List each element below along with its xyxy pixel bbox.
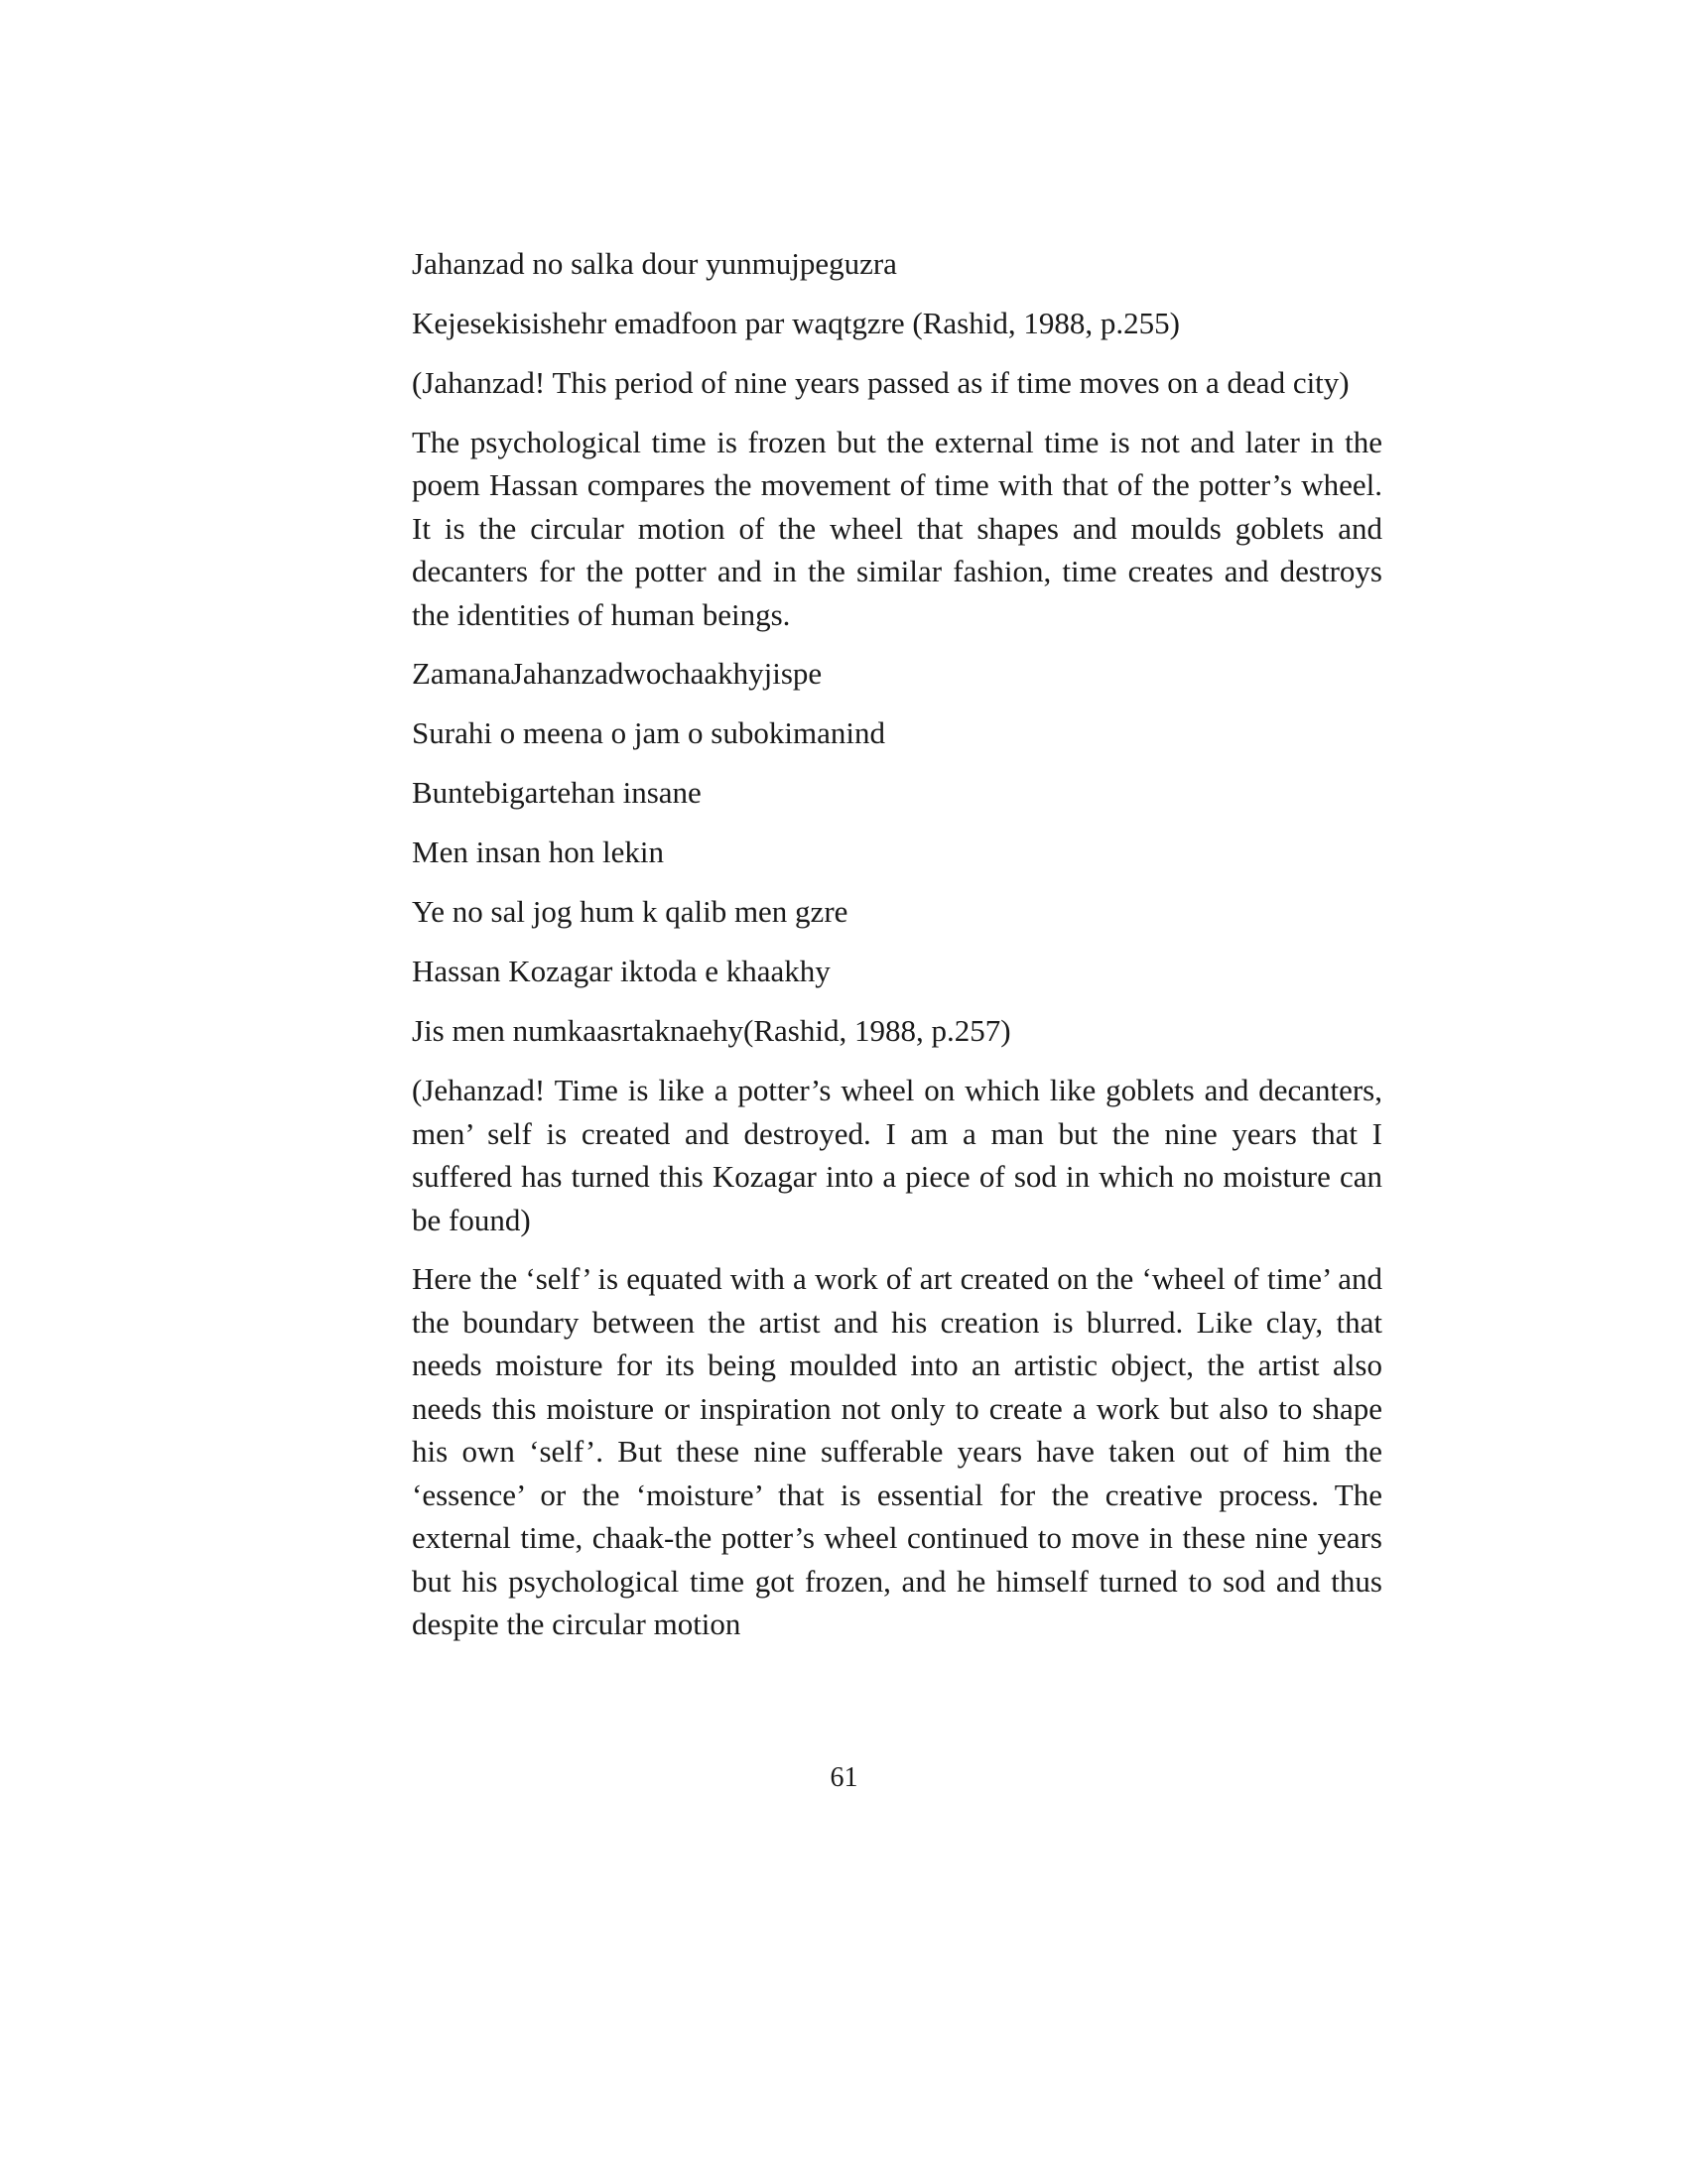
translation-paragraph: (Jahanzad! This period of nine years passed as if time moves on a dead city) <box>412 365 1350 400</box>
verse-line: Jahanzad no salka dour yunmujpeguzra <box>412 246 897 281</box>
verse-line: Men insan hon lekin <box>412 835 664 869</box>
page-body <box>412 242 1382 1662</box>
verse-line: Kejesekisishehr emadfoon par waqtgzre (Rashid, 1988, p.255) <box>412 306 1180 340</box>
body-paragraph: Here the ‘self’ is equated with a work of art created on the ‘wheel of time’ and the boundary between the artist and his creation is blurred. Like clay, that needs moisture for its being moulded into an artistic object, the artist also needs this moisture or inspiration not only to create a work but also to shape his own ‘self’. But these nine sufferable years have taken out of him the ‘essence’ or the ‘moisture’ that is essential for the creative process. The external time, chaak-the potter’s wheel continued to move in these nine years but his psychological time got frozen, and he himself turned to sod and thus despite the circular motion <box>412 1261 1382 1641</box>
verse-line: ZamanaJahanzadwochaakhyjispe <box>412 656 823 691</box>
translation-paragraph: (Jehanzad! Time is like a potter’s wheel on which like goblets and decanters, men’ self is created and destroyed. I am a man but the nine years that I suffered has turned this Kozagar into a piece of sod in which no moisture can be found) <box>412 1073 1382 1237</box>
page-number: 61 <box>830 1762 858 1793</box>
verse-line: Hassan Kozagar iktoda e khaakhy <box>412 954 831 988</box>
body-paragraph: The psychological time is frozen but the external time is not and later in the poem Hassan compares the movement of time with that of the potter’s wheel. It is the circular motion of the wheel that shapes and moulds goblets and decanters for the potter and in the similar fashion, time creates and destroys the identities of human beings. <box>412 424 1382 632</box>
verse-line: Ye no sal jog hum k qalib men gzre <box>412 894 848 929</box>
verse-line: Buntebigartehan insane <box>412 775 702 810</box>
verse-line: Jis men numkaasrtaknaehy(Rashid, 1988, p.257) <box>412 1013 1011 1048</box>
verse-line: Surahi o meena o jam o subokimanind <box>412 715 885 750</box>
